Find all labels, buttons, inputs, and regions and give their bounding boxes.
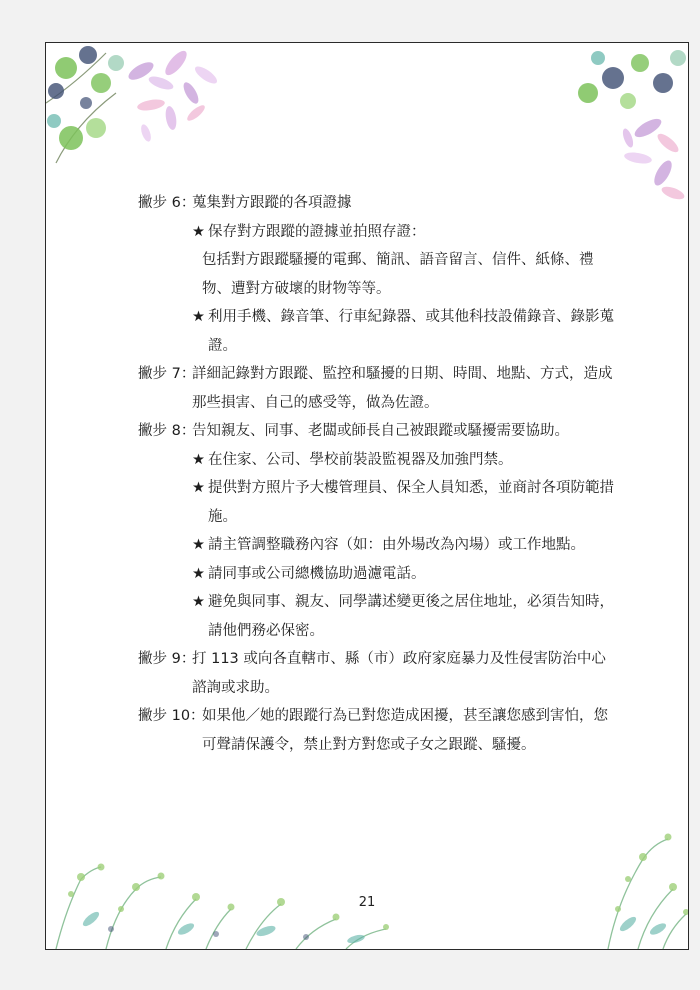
step-text: 如果他／她的跟蹤行為已對您造成困擾，甚至讓您感到害怕，您可聲請保護令，禁止對方對您或子女之跟蹤、騷擾。 — [202, 708, 608, 753]
star-icon: ★ — [192, 594, 205, 610]
list-item — [192, 474, 618, 531]
list-item — [192, 560, 618, 589]
step-10 — [138, 702, 618, 759]
step-label: 撇步 9： — [138, 651, 196, 667]
step-label: 撇步 8： — [138, 423, 196, 439]
step-text: 告知親友、同事、老闆或師長自己被跟蹤或騷擾需要協助。 — [192, 423, 569, 439]
step-9 — [138, 645, 618, 702]
step-7 — [138, 360, 618, 417]
list-item — [192, 446, 618, 475]
star-icon: ★ — [192, 480, 205, 496]
list-item — [192, 531, 618, 560]
tips-list — [138, 189, 618, 759]
floral-corner-top-left — [46, 43, 246, 173]
step-8 — [138, 417, 618, 446]
step-label: 撇步 6： — [138, 195, 196, 211]
floral-corner-top-right — [568, 43, 688, 213]
item-text: 請主管調整職務內容（如：由外場改為內場）或工作地點。 — [208, 537, 585, 553]
star-icon: ★ — [192, 223, 205, 240]
item-text: 避免與同事、親友、同學講述變更後之居住地址，必須告知時，請他們務必保密。 — [208, 594, 614, 639]
list-item — [192, 303, 618, 360]
item-text: 利用手機、錄音筆、行車紀錄器、或其他科技設備錄音、錄影蒐證。 — [208, 309, 614, 354]
page-number: 21 — [358, 895, 376, 910]
step-text: 蒐集對方跟蹤的各項證據 — [192, 195, 352, 211]
list-item — [192, 218, 618, 247]
item-subtext: 包括對方跟蹤騷擾的電郵、簡訊、語音留言、信件、紙條、禮物、遭對方破壞的財物等等。 — [202, 252, 594, 297]
star-icon: ★ — [192, 309, 205, 325]
step-text: 詳細記錄對方跟蹤、監控和騷擾的日期、時間、地點、方式，造成那些損害、自己的感受等，做為佐證。 — [192, 366, 613, 411]
star-icon: ★ — [192, 451, 205, 468]
step-label: 撇步 10： — [138, 708, 205, 724]
item-text: 保存對方跟蹤的證據並拍照存證： — [208, 223, 426, 240]
plant-border-bottom-right — [588, 819, 688, 949]
step-6 — [138, 189, 618, 218]
item-text: 提供對方照片予大樓管理員、保全人員知悉，並商討各項防範措施。 — [208, 480, 614, 525]
step-text: 打 113 或向各直轄市、縣（市）政府家庭暴力及性侵害防治中心諮詢或求助。 — [192, 651, 606, 696]
list-item — [192, 588, 618, 645]
item-text: 在住家、公司、學校前裝設監視器及加強門禁。 — [208, 451, 513, 468]
item-text: 請同事或公司總機協助過濾電話。 — [208, 565, 426, 582]
star-icon: ★ — [192, 565, 205, 582]
star-icon: ★ — [192, 537, 205, 553]
page-frame — [45, 42, 689, 950]
step-label: 撇步 7： — [138, 366, 196, 382]
